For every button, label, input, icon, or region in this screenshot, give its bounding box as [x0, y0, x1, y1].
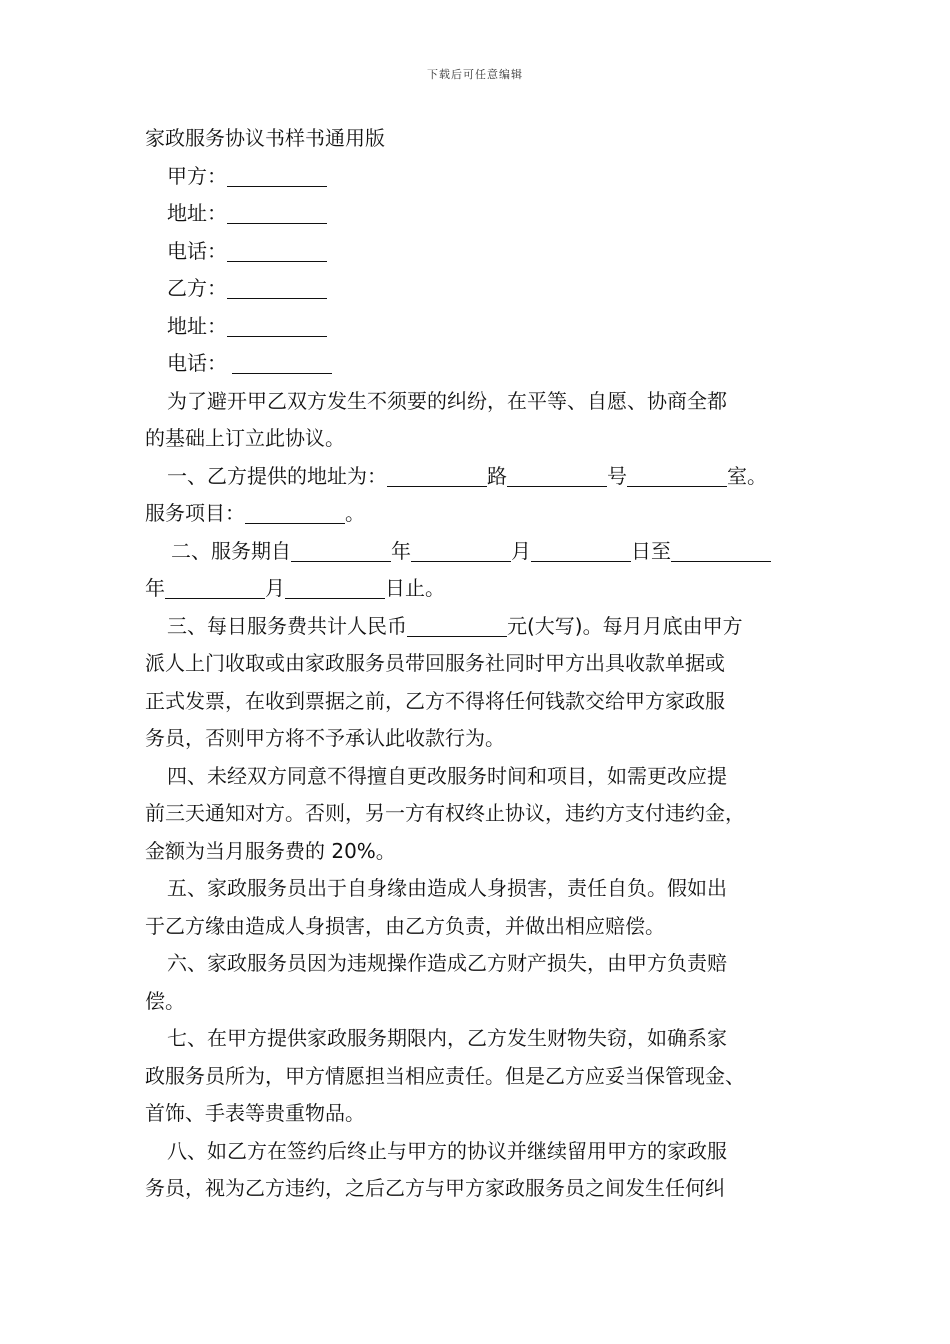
- field-label: 电话：: [167, 238, 227, 263]
- clause-1-line-1: [145, 458, 815, 496]
- clause-6-line-1: 六、家政服务员因为违规操作造成乙方财产损失，由甲方负责赔: [167, 951, 727, 975]
- clause-7-line-3: 首饰、手表等贵重物品。: [145, 1101, 365, 1125]
- clause-2-month: 月: [511, 538, 531, 563]
- intro-line-1: 为了避开甲乙双方发生不须要的纠纷，在平等、自愿、协商全都: [167, 388, 727, 413]
- clause-2-prefix: 二、服务期自: [171, 538, 291, 563]
- clause-5-line-1: 五、家政服务员出于自身缘由造成人身损害，责任自负。假如出: [167, 876, 727, 900]
- clause-3-rest: 元(大写)。每月月底由甲方: [507, 613, 743, 638]
- intro-line-2: 的基础上订立此协议。: [145, 426, 345, 450]
- field-label: 乙方：: [167, 276, 227, 300]
- clause-4-line-3: 金额为当月服务费的 20%。: [145, 838, 396, 863]
- clause-3-line-4: 务员，否则甲方将不予承认此收款行为。: [145, 726, 505, 750]
- clause-2-month2: 月: [265, 576, 285, 600]
- document-title: 家政服务协议书样书通用版: [145, 126, 385, 150]
- blank-line: [387, 462, 487, 487]
- party-a-phone-field: [145, 233, 815, 271]
- clause-3-line-2: 派人上门收取或由家政服务员带回服务社同时甲方出具收款单据或: [145, 651, 725, 675]
- field-label: 地址：: [167, 313, 227, 338]
- blank-line: [531, 537, 631, 562]
- clause-7-line-2: 政服务员所为，甲方情愿担当相应责任。但是乙方应妥当保管现金、: [145, 1063, 745, 1088]
- clause-4-line-2: 前三天通知对方。否则，另一方有权终止协议，违约方支付违约金，: [145, 801, 745, 825]
- clause-8-line-1: 八、如乙方在签约后终止与甲方的协议并继续留用甲方的家政服: [167, 1138, 727, 1163]
- clause-3-line-1: [145, 608, 815, 646]
- clause-1-road: 路: [487, 463, 507, 488]
- clause-2-year: 年: [391, 538, 411, 563]
- clause-8-line-2: 务员，视为乙方违约，之后乙方与甲方家政服务员之间发生任何纠: [145, 1176, 725, 1200]
- blank-line: [227, 237, 327, 262]
- field-label: 地址：: [167, 201, 227, 225]
- field-label: 甲方：: [167, 163, 227, 188]
- clause-2-day-to: 日至: [631, 538, 671, 563]
- party-b-address-field: [145, 308, 815, 346]
- party-a-field: [145, 158, 815, 196]
- blank-line: [407, 612, 507, 637]
- blank-line: [671, 537, 771, 562]
- clause-4-line-1: 四、未经双方同意不得擅自更改服务时间和项目，如需更改应提: [167, 763, 727, 788]
- service-end: 。: [345, 501, 365, 525]
- service-label: 服务项目：: [145, 501, 245, 525]
- clause-1-number: 号: [607, 463, 627, 488]
- clause-3-prefix: 三、每日服务费共计人民币: [167, 613, 407, 638]
- party-b-phone-field: [145, 345, 815, 383]
- clause-2-line-2: [145, 570, 815, 608]
- clause-2-year2: 年: [145, 576, 165, 600]
- blank-line: [227, 199, 327, 224]
- document-body: [145, 120, 815, 1208]
- blank-line: [227, 274, 327, 299]
- blank-line: [507, 462, 607, 487]
- clause-5-line-2: 于乙方缘由造成人身损害，由乙方负责，并做出相应赔偿。: [145, 913, 665, 938]
- clause-1-room: 室。: [727, 463, 767, 488]
- party-a-address-field: [145, 195, 815, 233]
- blank-line: [227, 162, 327, 187]
- blank-line: [227, 312, 327, 337]
- blank-line: [285, 574, 385, 599]
- clause-1-prefix: 一、乙方提供的地址为：: [167, 463, 387, 488]
- clause-6-line-2: 偿。: [145, 988, 185, 1013]
- blank-line: [291, 537, 391, 562]
- blank-line: [411, 537, 511, 562]
- blank-line: [165, 574, 265, 599]
- blank-line: [245, 499, 345, 524]
- clause-3-line-3: 正式发票，在收到票据之前，乙方不得将任何钱款交给甲方家政服: [145, 688, 725, 713]
- field-label: 电话：: [167, 351, 227, 375]
- clause-2-line-1: [145, 533, 815, 571]
- clause-7-line-1: 七、在甲方提供家政服务期限内，乙方发生财物失窃，如确系家: [167, 1026, 727, 1050]
- clause-1-line-2: [145, 495, 815, 533]
- party-b-field: [145, 270, 815, 308]
- page-header: 下载后可任意编辑: [427, 68, 523, 81]
- blank-line: [627, 462, 727, 487]
- blank-line: [232, 349, 332, 374]
- clause-2-day-end: 日止。: [385, 576, 445, 600]
